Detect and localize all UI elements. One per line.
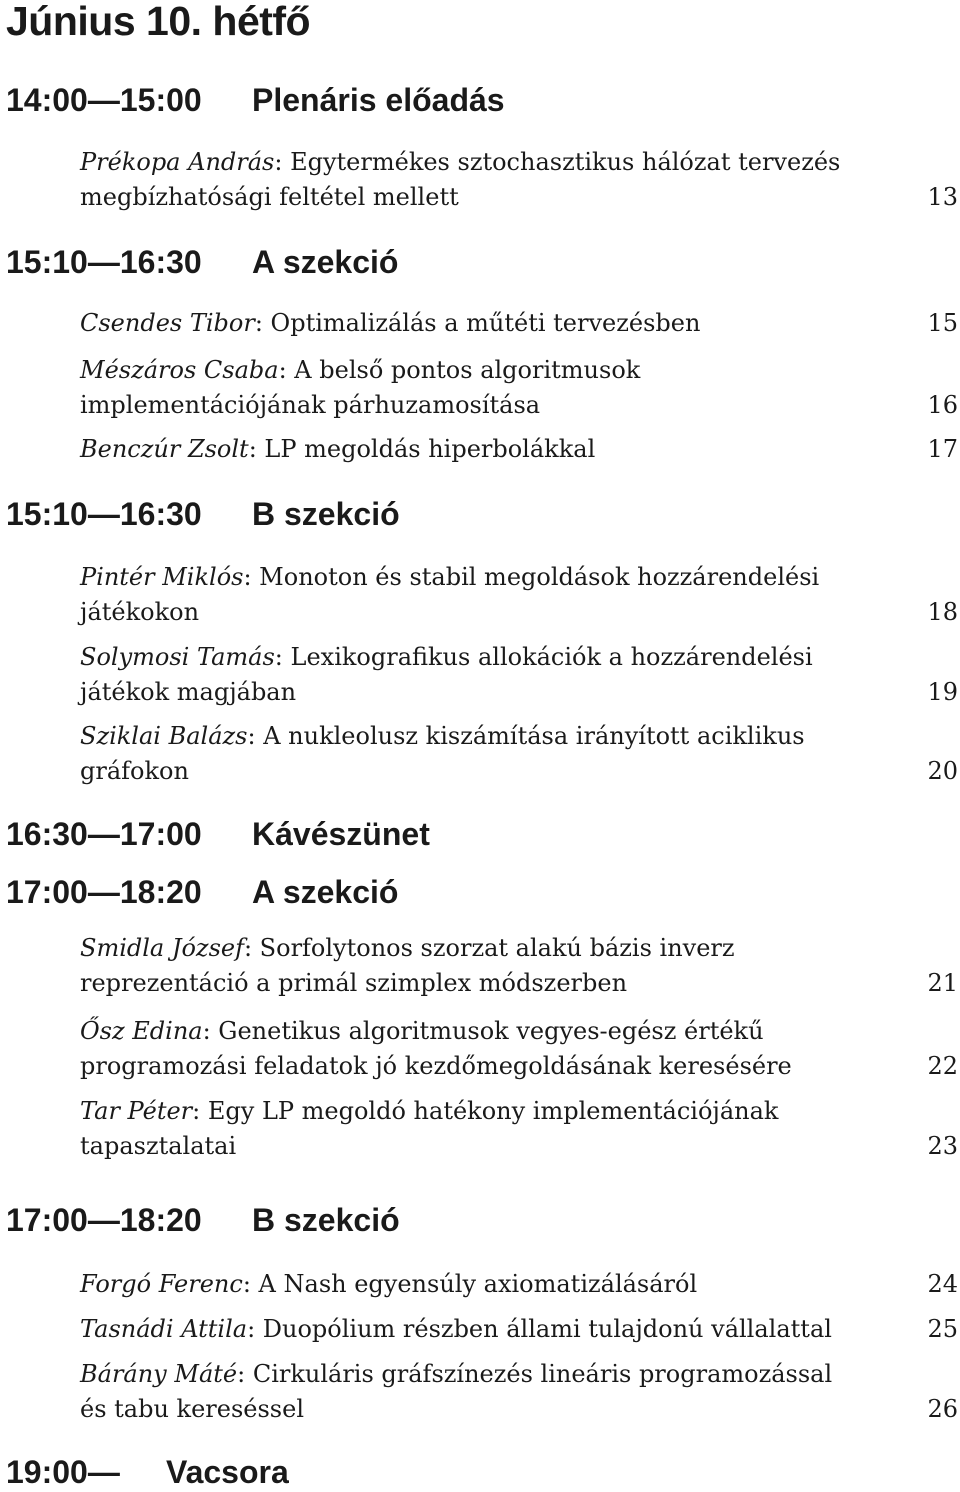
- talk-title: : Cirkuláris gráfszínezés lineáris programozással: [237, 1360, 833, 1388]
- page-number: 21: [927, 969, 958, 997]
- talk-item: [80, 1312, 958, 1347]
- session-name: Kávészünet: [252, 816, 430, 852]
- speaker-name: Sziklai Balázs: [80, 722, 248, 750]
- page-number: 20: [927, 757, 958, 785]
- page-number: 13: [927, 183, 958, 211]
- session-name: A szekció: [252, 874, 399, 910]
- session-name: Plenáris előadás: [252, 82, 505, 118]
- page-title: Június 10. hétfő: [6, 0, 311, 44]
- talk-title-continued: megbízhatósági feltétel mellett: [80, 183, 459, 211]
- session-time: 15:10—16:30: [6, 496, 202, 532]
- talk-title: : Lexikografikus allokációk a hozzárendelési: [274, 643, 813, 671]
- page-number: 23: [927, 1132, 958, 1160]
- speaker-name: Smidla József: [80, 934, 244, 962]
- session-time: 19:00—: [6, 1454, 120, 1490]
- talk-item: [80, 306, 958, 341]
- talk-title-continued: játékok magjában: [80, 678, 297, 706]
- talk-title: : Optimalizálás a műtéti tervezésben: [254, 309, 701, 337]
- speaker-name: Solymosi Tamás: [80, 643, 275, 671]
- page-number: 22: [927, 1052, 958, 1080]
- speaker-name: Pintér Miklós: [80, 563, 244, 591]
- talk-item: [80, 145, 958, 215]
- talk-title-continued: gráfokon: [80, 757, 189, 785]
- speaker-name: Mészáros Csaba: [80, 356, 279, 384]
- talk-item: [80, 640, 958, 710]
- speaker-name: Bárány Máté: [80, 1360, 238, 1388]
- speaker-name: Ősz Edina: [80, 1017, 203, 1045]
- talk-item: [80, 1094, 958, 1164]
- speaker-name: Prékopa András: [80, 148, 275, 176]
- talk-title-continued: tapasztalatai: [80, 1132, 237, 1160]
- talk-title-continued: reprezentáció a primál szimplex módszerben: [80, 969, 628, 997]
- talk-item: [80, 432, 958, 467]
- page-number: 26: [927, 1395, 958, 1423]
- talk-title: : Genetikus algoritmusok vegyes-egész értékű: [202, 1017, 764, 1045]
- talk-item: [80, 560, 958, 630]
- session-name: Vacsora: [166, 1454, 289, 1490]
- session-time: 17:00—18:20: [6, 874, 202, 910]
- page-number: 15: [927, 309, 958, 337]
- talk-item: [80, 719, 958, 789]
- talk-item: [80, 1267, 958, 1302]
- session-name: B szekció: [252, 496, 400, 532]
- talk-item: [80, 1014, 958, 1084]
- talk-item: [80, 931, 958, 1001]
- session-time: 15:10—16:30: [6, 244, 202, 280]
- talk-title: : Duopólium részben állami tulajdonú vállalattal: [247, 1315, 832, 1343]
- speaker-name: Csendes Tibor: [80, 309, 255, 337]
- page-number: 16: [927, 391, 958, 419]
- talk-title: : A Nash egyensúly axiomatizálásáról: [242, 1270, 698, 1298]
- speaker-name: Benczúr Zsolt: [80, 435, 249, 463]
- session-time: 16:30—17:00: [6, 816, 202, 852]
- speaker-name: Forgó Ferenc: [80, 1270, 243, 1298]
- talk-title: : Monoton és stabil megoldások hozzárendelési: [243, 563, 820, 591]
- page-number: 19: [927, 678, 958, 706]
- talk-title-continued: implementációjának párhuzamosítása: [80, 391, 541, 419]
- talk-title: : Egytermékes sztochasztikus hálózat tervezés: [274, 148, 841, 176]
- talk-item: [80, 1357, 958, 1427]
- page-number: 18: [927, 598, 958, 626]
- talk-title-continued: játékokon: [80, 598, 200, 626]
- talk-title: : LP megoldás hiperbolákkal: [248, 435, 596, 463]
- talk-title-continued: és tabu kereséssel: [80, 1395, 305, 1423]
- speaker-name: Tasnádi Attila: [80, 1315, 248, 1343]
- session-name: B szekció: [252, 1202, 400, 1238]
- page-number: 25: [927, 1315, 958, 1343]
- page-number: 24: [927, 1270, 958, 1298]
- session-time: 14:00—15:00: [6, 82, 202, 118]
- talk-title-continued: programozási feladatok jó kezdőmegoldásának keresésére: [80, 1052, 792, 1080]
- talk-title: : A nukleolusz kiszámítása irányított aciklikus: [247, 722, 805, 750]
- session-time: 17:00—18:20: [6, 1202, 202, 1238]
- talk-title: : Sorfolytonos szorzat alakú bázis inverz: [243, 934, 735, 962]
- talk-item: [80, 353, 958, 423]
- talk-title: : Egy LP megoldó hatékony implementációjának: [192, 1097, 779, 1125]
- session-name: A szekció: [252, 244, 399, 280]
- speaker-name: Tar Péter: [80, 1097, 193, 1125]
- page-number: 17: [927, 435, 958, 463]
- talk-title: : A belső pontos algoritmusok: [278, 356, 641, 384]
